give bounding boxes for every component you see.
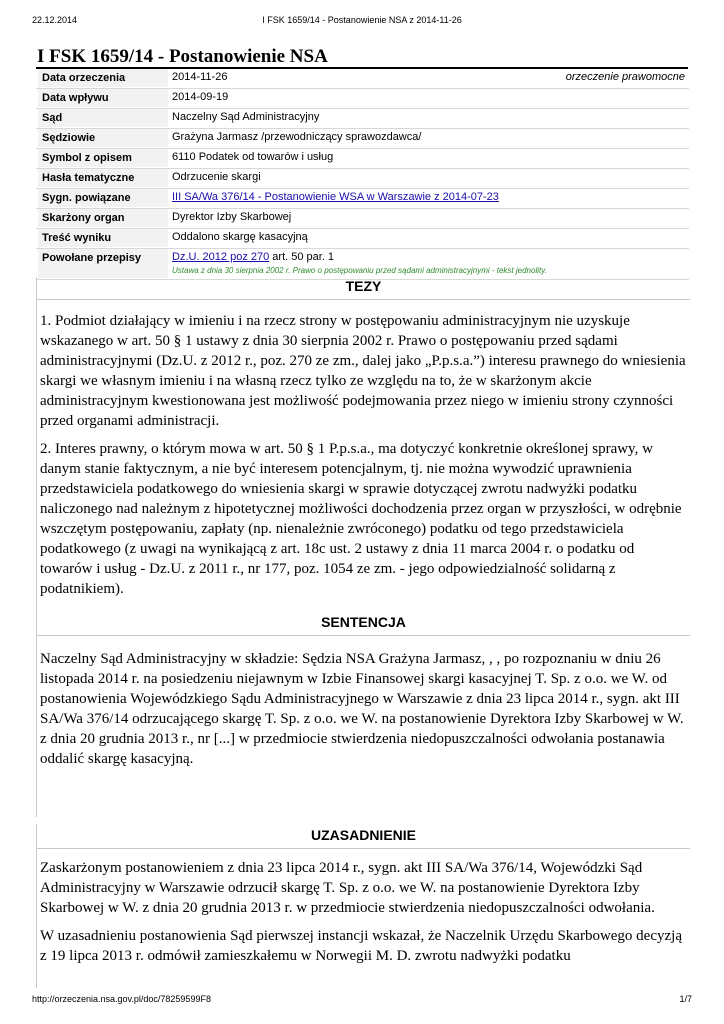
meta-row xyxy=(36,189,689,209)
meta-key: Powołane przepisy xyxy=(38,249,168,278)
tezy-paragraph-1: 1. Podmiot działający w imieniu i na rzecz strony w postępowaniu administracyjnym nie uzyskuje wskazanego w art. 50 § 1 ustawy z dnia 30 sierpnia 2002 r. Prawo o postępowaniu przed sądami administracyjnymi (Dz.U. z 2012 r., poz. 270 ze zm., dalej jako „P.p.s.a.”) interesu prawnego do wniesienia skargi we własnym imieniu i na własną rzecz tylko ze względu na to, że w skarżonym akcie administracyjnym kwestionowana jest możliwość podejmowania przez niego w imieniu strony czynności przed organami administracji. xyxy=(40,313,686,429)
tezy-section xyxy=(36,277,690,632)
related-case-link[interactable]: III SA/Wa 376/14 - Postanowienie WSA w Warszawie z 2014-07-23 xyxy=(172,191,499,203)
meta-row xyxy=(36,169,689,189)
footer-url: http://orzeczenia.nsa.gov.pl/doc/78259599F8 xyxy=(32,994,211,1004)
sentencja-heading: SENTENCJA xyxy=(321,614,406,630)
uzasadnienie-paragraph-1: Zaskarżonym postanowieniem z dnia 23 lipca 2014 r., sygn. akt III SA/Wa 376/14, Wojewódzki Sąd Administracyjny w Warszawie odrzucił skargę T. Sp. z o.o. we W. na postanowienie Dyrektora Izby Skarbowej w W. z dnia 20 grudnia 2013 r. w przedmiocie stwierdzenia niedopuszczalności odwołania. xyxy=(40,860,655,916)
meta-key: Sędziowie xyxy=(38,129,168,147)
meta-row xyxy=(36,109,689,129)
meta-key: Skarżony organ xyxy=(38,209,168,227)
statute-link[interactable]: Dz.U. 2012 poz 270 xyxy=(172,251,270,263)
print-date: 22.12.2014 xyxy=(32,15,78,25)
meta-value-text: 2014-11-26 xyxy=(172,71,228,83)
sentencja-paragraph: Naczelny Sąd Administracyjny w składzie: Sędzia NSA Grażyna Jarmasz, , , po rozpoznaniu w dniu 26 listopada 2014 r. na posiedzeniu niejawnym w Izbie Finansowej skargi kasacyjnej T. Sp. z o.o. we W. od postanowienia Wojewódzkiego Sądu Administracyjnego w Warszawie z dnia 23 lipca 2014 r., sygn. akt III SA/Wa 376/14 odrzucającego skargę T. Sp. z o.o. we W. na postanowienie Dyrektora Izby Skarbowej w W. z dnia 20 grudnia 2013 r., nr [...] w przedmiocie stwierdzenia niedopuszczalności odwołania postanawia oddalić skargę kasacyjną. xyxy=(40,651,684,767)
meta-value: Oddalono skargę kasacyjną xyxy=(172,231,308,243)
meta-key: Data wpływu xyxy=(38,89,168,107)
status-badge: orzeczenie prawomocne xyxy=(565,71,685,83)
statute-article: art. 50 par. 1 xyxy=(269,251,335,263)
meta-row xyxy=(36,89,689,109)
meta-key: Symbol z opisem xyxy=(38,149,168,167)
meta-row xyxy=(36,149,689,169)
print-title: I FSK 1659/14 - Postanowienie NSA z 2014-11-26 xyxy=(262,15,462,25)
meta-key: Treść wyniku xyxy=(38,229,168,247)
meta-key: Sąd xyxy=(38,109,168,127)
print-header xyxy=(32,15,692,27)
meta-value xyxy=(170,249,689,275)
print-footer xyxy=(32,994,692,1006)
meta-value: Naczelny Sąd Administracyjny xyxy=(172,111,320,123)
meta-row xyxy=(36,209,689,229)
meta-value: Dyrektor Izby Skarbowej xyxy=(172,211,292,223)
metadata-table xyxy=(36,69,689,280)
section-rule xyxy=(37,848,690,849)
sentencja-section xyxy=(36,611,690,817)
document-title: I FSK 1659/14 - Postanowienie NSA xyxy=(37,46,328,67)
meta-value: 6110 Podatek od towarów i usług xyxy=(172,151,334,163)
tezy-heading: TEZY xyxy=(345,278,382,294)
meta-key: Data orzeczenia xyxy=(38,69,168,87)
section-rule xyxy=(37,299,690,300)
uzasadnienie-paragraph-2: W uzasadnieniu postanowienia Sąd pierwszej instancji wskazał, że Naczelnik Urzędu Skarbowego decyzją z 19 lipca 2013 r. odmówił zamieszkałemu w Norwegii M. D. zwrotu nadwyżki podatku xyxy=(40,928,682,964)
meta-row xyxy=(36,249,689,280)
meta-row xyxy=(36,129,689,149)
meta-value xyxy=(170,69,689,87)
statute-note: Ustawa z dnia 30 sierpnia 2002 r. Prawo o postępowaniu przed sądami administracyjnymi - tekst jednolity. xyxy=(172,266,547,275)
uzasadnienie-heading: UZASADNIENIE xyxy=(310,827,416,843)
tezy-paragraph-2: 2. Interes prawny, o którym mowa w art. 50 § 1 P.p.s.a., ma dotyczyć konkretnie określonej sprawy, w danym stanie faktycznym, a nie być interesem potencjalnym, tj. nie można wywodzić uprawnienia przedstawiciela podatkowego do wniesienia skargi w sprawie dotyczącej zwrotu nadwyżki podatku naliczonego nad należnym z hipotetycznej możliwości dochodzenia przez organ w przyszłości, w odrębnie wszczętym postępowaniu, zapłaty (np. nienależnie zwróconego) podatku od tego przedstawiciela podatkowego (z uwagi na wynikającą z art. 18c ust. 2 ustawy z dnia 11 marca 2004 r. o podatku od towarów i usług - Dz.U. z 2011 r., nr 177, poz. 1054 ze zm. - jego odpowiedzialność solidarną z podatnikiem). xyxy=(40,441,682,597)
meta-row xyxy=(36,229,689,249)
meta-value xyxy=(170,189,689,207)
meta-value: Odrzucenie skargi xyxy=(172,171,261,183)
meta-value: 2014-09-19 xyxy=(172,91,229,103)
meta-row xyxy=(36,69,689,89)
meta-key: Sygn. powiązane xyxy=(38,189,168,207)
section-rule xyxy=(37,635,690,636)
page-number: 1/7 xyxy=(679,994,692,1004)
uzasadnienie-section xyxy=(36,824,690,988)
meta-key: Hasła tematyczne xyxy=(38,169,168,187)
meta-value: Grażyna Jarmasz /przewodniczący sprawozdawca/ xyxy=(172,131,422,143)
